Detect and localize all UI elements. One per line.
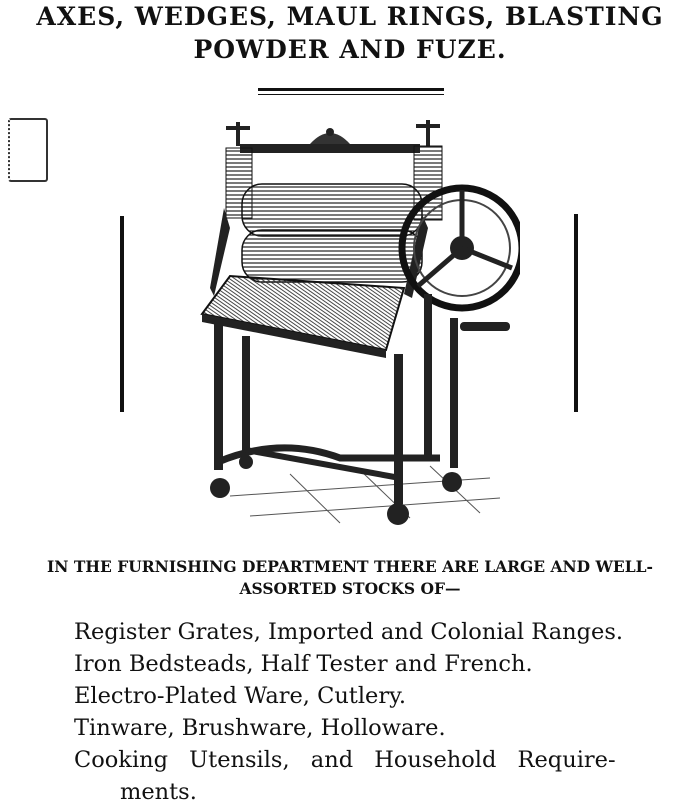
headline-line-2: POWDER AND FUZE. [193,35,507,64]
headline [0,0,700,66]
headline-line-1: AXES, WEDGES, MAUL RINGS, BLASTING [36,2,664,31]
list-item: Tinware, Brushware, Holloware. [74,715,446,741]
subheading-line-1: IN THE FURNISHING DEPARTMENT THERE ARE LARGE AND WELL- [47,557,653,576]
mangle-icon [190,118,520,528]
furnishing-subheading [0,556,700,600]
double-rule-divider [258,88,444,95]
stock-list [74,616,694,808]
list-item [74,744,694,808]
bracket-ornament [8,118,48,182]
list-item-line-1: Cooking Utensils, and Household Require- [74,747,616,773]
subheading-line-2: ASSORTED STOCKS OF— [239,579,461,598]
left-vertical-rule [120,216,124,412]
list-item: Electro-Plated Ware, Cutlery. [74,683,406,709]
list-item: Iron Bedsteads, Half Tester and French. [74,651,533,677]
right-vertical-rule [574,214,578,412]
list-item: Register Grates, Imported and Colonial Ranges. [74,619,624,645]
list-item-line-2: ments. [120,779,197,805]
